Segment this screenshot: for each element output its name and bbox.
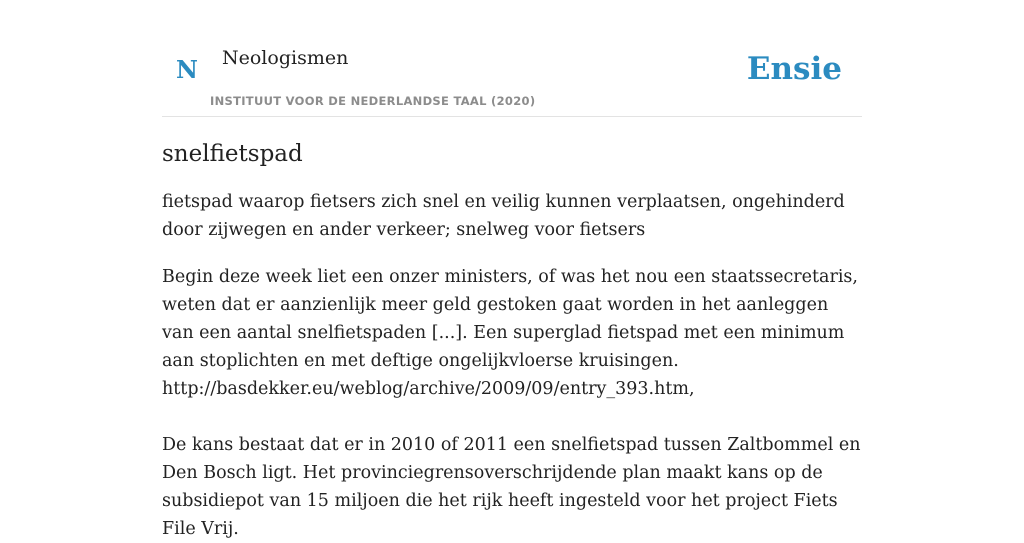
citation-text: Begin deze week liet een onzer ministers, of was het nou een staatssecretaris, weten dat er aanzienlijk meer geld gestoken gaat worden in het aanleggen van een aantal snelfietspaden [...]. Een superglad fietspad met een minimum aan stoplichten en met deftige ongelijkvloerse kruisingen. <box>162 267 858 371</box>
citation-block <box>162 263 862 403</box>
citation-source-url: http://basdekker.eu/weblog/archive/2009/09/entry_393.htm, <box>162 379 695 399</box>
ensie-brand-logo[interactable]: Ensie <box>746 51 842 87</box>
dictionary-logo[interactable]: N <box>176 55 198 84</box>
citation-block <box>162 431 862 543</box>
citation-spacer <box>162 403 862 431</box>
entry-content <box>162 138 862 543</box>
dictionary-header <box>162 0 862 117</box>
entry-definition: fietspad waarop fietsers zich snel en veilig kunnen verplaatsen, ongehinderd door zijwegen en ander verkeer; snelweg voor fietsers <box>162 192 845 240</box>
entry-headword: snelfietspad <box>162 141 303 167</box>
publisher-label: INSTITUUT VOOR DE NEDERLANDSE TAAL (2020) <box>210 94 536 108</box>
citation-text: De kans bestaat dat er in 2010 of 2011 een snelfietspad tussen Zaltbommel en Den Bosch ligt. Het provinciegrensoverschrijdende plan maakt kans op de subsidiepot van 15 miljoen die het rijk heeft ingesteld voor het project Fiets File Vrij. <box>162 435 861 539</box>
dictionary-title-link[interactable]: Neologismen <box>222 47 349 69</box>
